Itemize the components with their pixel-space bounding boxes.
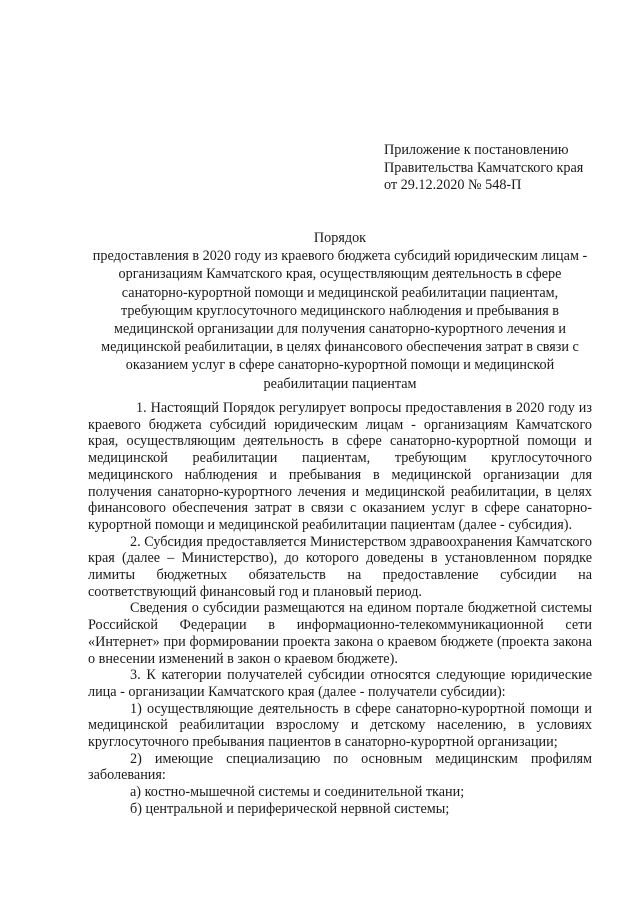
paragraph-2: 2. Субсидия предоставляется Министерством здравоохранения Камчатского края (далее – Министерство), до которого доведены в установленном порядке лимиты бюджетных обязательств на предоставление субсидии на соответствующий финансовый год и плановый период. [88, 533, 592, 600]
paragraph-1: 1. Настоящий Порядок регулирует вопросы предоставления в 2020 году из краевого бюджета субсидий юридическим лицам - организациям Камчатского края, осуществляющим деятельность в сфере санаторно-курортной помощи и медицинской реабилитации пациентам, требующим круглосуточного медицинского наблюдения и пребывания в медицинской организации для получения санаторно-курортного лечения и медицинской реабилитации, в целях финансового обеспечения затрат в связи с оказанием услуг в сфере санаторно-курортной помощи и медицинской реабилитации пациентам (далее - субсидия). [88, 400, 592, 533]
title-text: предоставления в 2020 году из краевого бюджета субсидий юридическим лицам - организациям Камчатского края, осуществляющим деятельность в сфере санаторно-курортной помощи и медицинской реабилитации пациентам, требующим круглосуточного медицинского наблюдения и пребывания в медицинской организации для получения санаторно-курортного лечения и медицинской реабилитации, в целях финансового обеспечения затрат в связи с оказанием услуг в сфере санаторно-курортной помощи и медицинской реабилитации пациентам [92, 248, 588, 392]
paragraph-4: 3. К категории получателей субсидии относятся следующие юридические лица - организации Камчатского края (далее - получатели субсидии): [88, 667, 592, 700]
paragraph-5: 1) осуществляющие деятельность в сфере санаторно-курортной помощи и медицинской реабилитации взрослому и детскому населению, в условиях круглосуточного пребывания пациентов в санаторно-курортной организации; [88, 700, 592, 751]
appendix-line-2: Правительства Камчатского края [384, 159, 584, 176]
paragraph-7: а) костно-мышечной системы и соединительной ткани; [130, 784, 465, 801]
paragraph-8: б) центральной и периферической нервной системы; [130, 800, 450, 817]
title-heading: Порядок [313, 230, 367, 246]
appendix-note [384, 142, 583, 195]
appendix-line-1: Приложение к постановлению [384, 142, 569, 158]
document-body [88, 400, 592, 818]
document-title [88, 229, 592, 393]
paragraph-3: Сведения о субсидии размещаются на едином портале бюджетной системы Российской Федерации в информационно-телекоммуникационной сети «Интернет» при формировании проекта закона о краевом бюджете (проекта закона о внесении изменений в закон о краевом бюджете). [88, 600, 592, 667]
appendix-line-3: от 29.12.2020 № 548-П [384, 177, 522, 193]
paragraph-6: 2) имеющие специализацию по основным медицинским профилям заболевания: [88, 750, 592, 784]
